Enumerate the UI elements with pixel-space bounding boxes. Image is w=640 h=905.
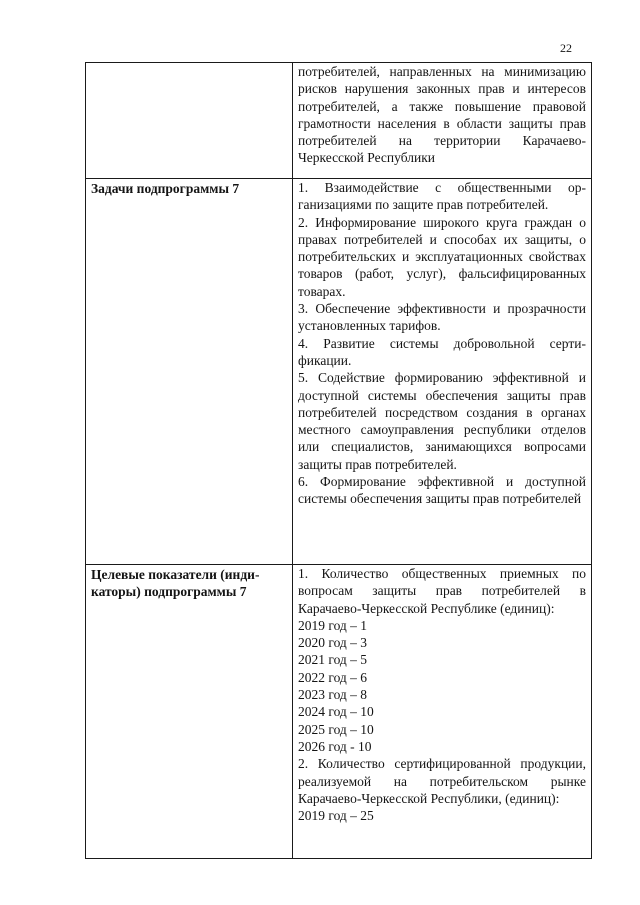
tasks-heading: Задачи подпрограммы 7 xyxy=(91,181,240,196)
table-row-indicators xyxy=(86,565,592,859)
row-label-cell xyxy=(86,565,293,859)
indicators-cell xyxy=(293,565,592,859)
indicator-year-value: 2022 год – 6 xyxy=(298,669,368,685)
row-label-empty xyxy=(86,63,293,179)
indicators-heading: Целевые показатели (индикаторы) подпрограммы 7 xyxy=(91,567,260,600)
table-row-goal-continuation xyxy=(86,63,592,179)
indicator-year-value: 2020 год – 3 xyxy=(298,635,368,651)
indicator-year-value: 2019 год – 25 xyxy=(298,808,374,824)
goal-text-cell xyxy=(293,63,592,179)
task-item: 6. Формирование эффективной и доступной системы обеспечения защиты прав потребителей xyxy=(298,474,586,507)
indicator-description: 1. Количество общественных приемных по вопросам защиты прав потребителей в Карачаево-Черкесской Республике (единиц): xyxy=(298,566,586,616)
indicator-year-value: 2024 год – 10 xyxy=(298,704,374,720)
task-item: 3. Обеспечение эффективности и прозрачности установленных тарифов. xyxy=(298,301,586,334)
tasks-list-cell xyxy=(293,179,592,565)
task-item: 5. Содействие формированию эффективной и доступной системы обеспечения защиты прав потребителей посредством создания в органах местного самоуправления республики отделов или специалистов, занимающихся вопросами защиты прав потребителей. xyxy=(298,370,586,472)
goal-paragraph: потребителей, направленных на минимизацию рисков нарушения законных прав и интересов потребителей, а также повышение правовой грамотности населения в области защиты прав потребителей на территории Карачаево-Черкесской Республики xyxy=(298,64,586,166)
indicator-year-value: 2019 год – 1 xyxy=(298,617,368,633)
subprogram-passport-table xyxy=(85,62,592,859)
indicator-year-value: 2023 год – 8 xyxy=(298,687,368,703)
indicator-year-value: 2021 год – 5 xyxy=(298,652,368,668)
row-label-cell xyxy=(86,179,293,565)
indicator-description: 2. Количество сертифицированной продукции, реализуемой на потребительском рынке Карачаево-Черкесской Республики, (единиц): xyxy=(298,756,586,806)
task-item: 4. Развитие системы добровольной сертификации. xyxy=(298,335,586,368)
page-number: 22 xyxy=(560,41,572,55)
task-item: 2. Информирование широкого круга граждан о правах потребителей и способах их защиты, о потребительских и эксплуатационных свойствах товаров (работ, услуг), фальсифицированных товарах. xyxy=(298,214,586,299)
task-item: 1. Взаимодействие с общественными организациями по защите прав потребителей. xyxy=(298,180,586,213)
indicator-year-value: 2025 год – 10 xyxy=(298,721,374,737)
indicator-year-value: 2026 год - 10 xyxy=(298,738,372,754)
table-row-tasks xyxy=(86,179,592,565)
